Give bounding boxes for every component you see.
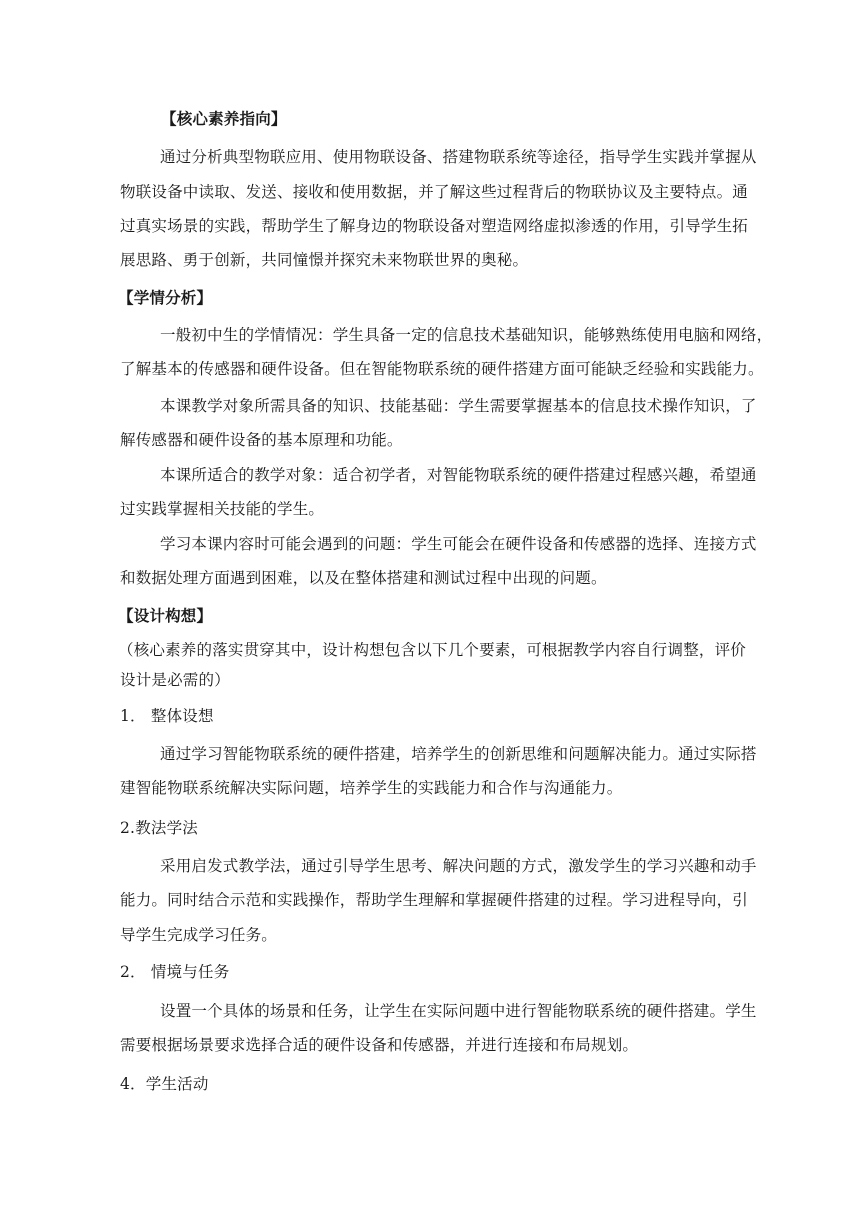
core-literacy-heading: 【核心素养指向】 [161,110,287,128]
core-literacy-line-4: 展思路、勇于创新，共同憧憬并探究未来物联世界的奥秘。 [120,251,529,269]
core-literacy-line-2: 物联设备中读取、发送、接收和使用数据，并了解这些过程背后的物联协议及主要特点。通 [120,183,749,201]
teaching-method-line-1: 采用启发式教学法，通过引导学生思考、解决问题的方式，激发学生的学习兴趣和动手 [160,857,757,875]
learning-analysis-line-5: 本课所适合的教学对象：适合初学者，对智能物联系统的硬件搭建过程感兴趣，希望通 [160,466,757,484]
teaching-method-line-2: 能力。同时结合示范和实践操作，帮助学生理解和掌握硬件搭建的过程。学习进程导向，引 [120,891,749,909]
overall-design-title: 1． 整体设想 [120,707,214,725]
learning-analysis-line-6: 过实践掌握相关技能的学生。 [120,500,325,518]
core-literacy-line-3: 过真实场景的实践，帮助学生了解身边的物联设备对塑造网络虚拟渗透的作用，引导学生拓 [120,217,749,235]
learning-analysis-line-4: 解传感器和硬件设备的基本原理和功能。 [120,431,403,449]
design-heading: 【设计构想】 [118,607,213,625]
teaching-method-title: 2.教法学法 [120,819,198,837]
student-activity-title: 4．学生活动 [120,1075,209,1093]
learning-analysis-line-2: 了解基本的传感器和硬件设备。但在智能物联系统的硬件搭建方面可能缺乏经验和实践能力。 [120,360,764,378]
design-intro-line-2: 设计是必需的） [120,671,230,689]
overall-design-line-1: 通过学习智能物联系统的硬件搭建，培养学生的创新思维和问题解决能力。通过实际搭 [160,745,757,763]
teaching-method-line-3: 导学生完成学习任务。 [120,926,278,944]
design-intro-line-1: （核心素养的落实贯穿其中，设计构想包含以下几个要素，可根据教学内容自行调整，评价 [118,641,747,659]
situation-task-title: 2． 情境与任务 [120,963,230,981]
learning-analysis-line-3: 本课教学对象所需具备的知识、技能基础：学生需要掌握基本的信息技术操作知识，了 [160,397,757,415]
learning-analysis-line-1: 一般初中生的学情情况：学生具备一定的信息技术基础知识，能够熟练使用电脑和网络， [160,326,773,344]
learning-analysis-line-7: 学习本课内容时可能会遇到的问题：学生可能会在硬件设备和传感器的选择、连接方式 [160,535,757,553]
overall-design-line-2: 建智能物联系统解决实际问题，培养学生的实践能力和合作与沟通能力。 [120,779,623,797]
core-literacy-line-1: 通过分析典型物联应用、使用物联设备、搭建物联系统等途径，指导学生实践并掌握从 [160,148,757,166]
situation-task-line-1: 设置一个具体的场景和任务，让学生在实际问题中进行智能物联系统的硬件搭建。学生 [160,1002,757,1020]
learning-analysis-heading: 【学情分析】 [118,289,213,307]
situation-task-line-2: 需要根据场景要求选择合适的硬件设备和传感器，并进行连接和布局规划。 [120,1036,639,1054]
learning-analysis-line-8: 和数据处理方面遇到困难，以及在整体搭建和测试过程中出现的问题。 [120,569,607,587]
